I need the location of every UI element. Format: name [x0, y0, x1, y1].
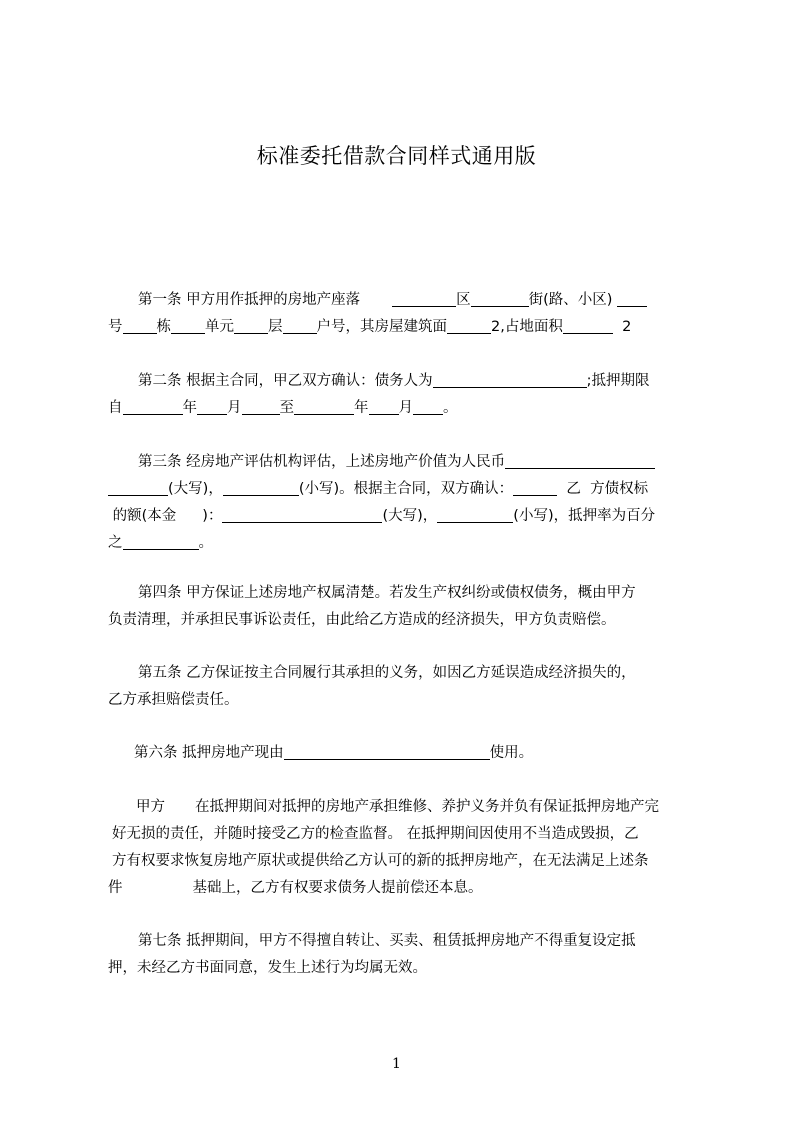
- blank-value-upper[interactable]: [108, 480, 168, 496]
- clause-5-line-2: 乙方承担赔偿责任。: [108, 692, 239, 708]
- blank-street[interactable]: [471, 291, 529, 307]
- clause-6b-label: 甲方: [136, 799, 165, 815]
- blank-mortgage-rate[interactable]: [123, 534, 199, 550]
- blank-start-year[interactable]: [123, 399, 183, 415]
- blank-end-month[interactable]: [369, 399, 399, 415]
- clause-3: [108, 449, 702, 557]
- clause-7-label: 第七条: [138, 933, 182, 949]
- clause-1-label: 第一条: [138, 292, 182, 308]
- clause-3-line-3: 的额(本金 )： (大写)， (小写)，抵押率为百分: [112, 508, 656, 524]
- blank-occupant[interactable]: [284, 744, 490, 760]
- blank-land-area[interactable]: [563, 318, 613, 334]
- clause-6b-line-4: 件 基础上，乙方有权要求债务人提前偿还本息。: [108, 880, 483, 896]
- clause-6-line-1: 第六条 抵押房地产现由 使用。: [134, 745, 534, 761]
- blank-building-no[interactable]: [617, 291, 647, 307]
- clause-1: [108, 287, 702, 341]
- blank-start-day[interactable]: [242, 399, 280, 415]
- blank-end-year[interactable]: [294, 399, 354, 415]
- clause-5: [108, 660, 702, 714]
- document-title: 标准委托借款合同样式通用版: [256, 144, 537, 168]
- blank-floor[interactable]: [234, 318, 268, 334]
- clause-3-line-2: (大写)， (小写)。根据主合同，双方确认： 乙 方债权标: [108, 476, 702, 503]
- clause-5-label: 第五条: [138, 665, 182, 681]
- clause-4-label: 第四条: [138, 585, 182, 601]
- clause-6b-line-2: 好无损的责任，并随时接受乙方的检查监督。 在抵押期间因使用不当造成毁损，乙: [112, 826, 639, 842]
- blank-end-day[interactable]: [413, 399, 443, 415]
- blank-principal-upper[interactable]: [222, 507, 382, 523]
- blank-creditor[interactable]: [513, 480, 557, 496]
- clause-3-label: 第三条: [138, 454, 182, 470]
- clause-5-line-1: 第五条 乙方保证按主合同履行其承担的义务，如因乙方延误造成经济损失的，: [138, 665, 636, 681]
- clause-7-line-1: 第七条 抵押期间，甲方不得擅自转让、买卖、租赁抵押房地产不得重复设定抵: [138, 933, 636, 949]
- clause-2-line-2: 自 年 月 至 年 月 。: [108, 400, 458, 416]
- blank-principal-lower[interactable]: [437, 507, 513, 523]
- clause-6b-line-3: 方有权要求恢复房地产原状或提供给乙方认可的新的抵押房地产，在无法满足上述条: [112, 853, 649, 869]
- blank-room[interactable]: [283, 318, 317, 334]
- blank-debtor[interactable]: [433, 372, 587, 388]
- clause-1-line-2: 号 栋 单元 层 户号，其房屋建筑面 2,占地面积 2: [108, 319, 632, 335]
- clause-4: [108, 580, 702, 634]
- blank-building-area[interactable]: [447, 318, 491, 334]
- blank-value-lower[interactable]: [223, 480, 299, 496]
- clause-6: [108, 740, 702, 767]
- blank-value-rmb[interactable]: [505, 453, 655, 469]
- clause-6b: [108, 794, 702, 902]
- clause-7-line-2: 押，未经乙方书面同意，发生上述行为均属无效。: [108, 960, 427, 976]
- clause-6-label: 第六条: [134, 745, 178, 761]
- blank-district[interactable]: [392, 291, 456, 307]
- page-number: 1: [392, 1056, 401, 1072]
- clause-2-label: 第二条: [138, 373, 182, 389]
- clause-4-line-1: 第四条 甲方保证上述房地产权属清楚。若发生产权纠纷或债权债务，概由甲方: [138, 585, 636, 601]
- clause-6b-line-1: 甲方 在抵押期间对抵押的房地产承担维修、养护义务并负有保证抵押房地产完: [136, 799, 659, 815]
- clause-4-line-2: 负责清理，并承担民事诉讼责任，由此给乙方造成的经济损失，甲方负责赔偿。: [108, 612, 616, 628]
- clause-2: [108, 368, 702, 422]
- clause-3-line-4: 之 。: [108, 535, 213, 551]
- blank-number[interactable]: [123, 318, 157, 334]
- clause-7: [108, 928, 702, 982]
- blank-unit[interactable]: [171, 318, 205, 334]
- blank-start-month[interactable]: [197, 399, 227, 415]
- clause-1-line-1: 第一条 甲方用作抵押的房地产座落 区 街(路、小区): [108, 287, 702, 314]
- clause-2-line-1: 第二条 根据主合同，甲乙双方确认：债务人为 ;抵押期限: [138, 373, 650, 389]
- clause-3-line-1: 第三条 经房地产评估机构评估，上述房地产价值为人民币: [108, 449, 702, 476]
